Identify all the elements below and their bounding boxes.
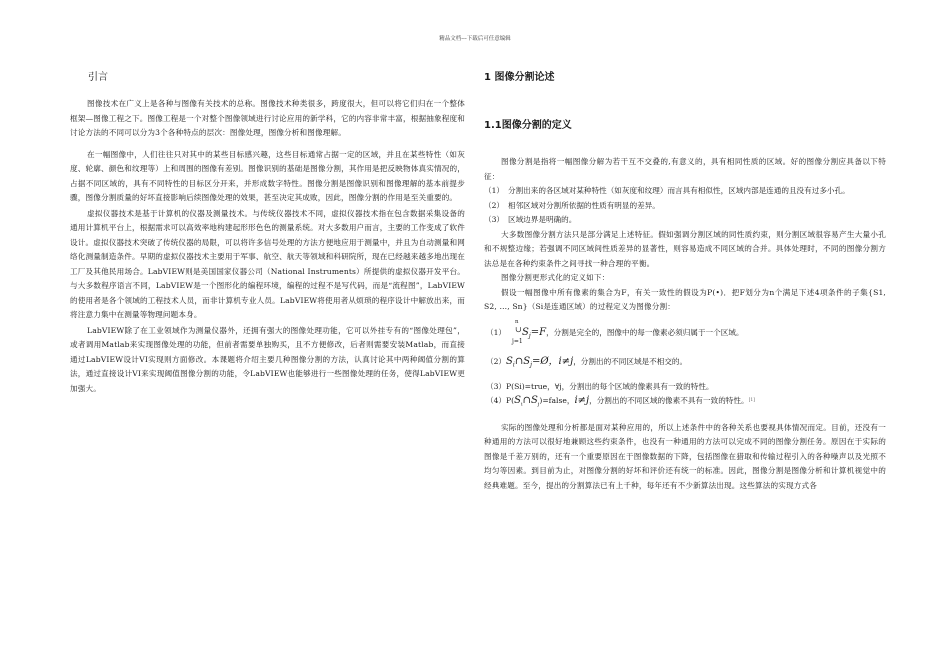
section-heading: 1 图像分割论述: [484, 72, 555, 83]
intro-paragraph-4: LabVIEW除了在工业领域作为测量仪器外，还拥有强大的图像处理功能，它可以外挂专有的“图像处理包”，或者调用Matlab来实现图像处理的功能，但前者需要单独购买，且不方便修改，后者则需要安装Matlab，而直接通过LabVIEW设计VI实现则方面修改。本课题将介绍主要几种图像分割的方法，认真讨论其中两种阈值分割的算法，通过直接设计VI来实现阈值图像分割的功能，令LabVIEW也能够进行一些图像处理的任务，使得LabVIEW更加强大。: [70, 325, 465, 393]
left-column: [70, 62, 465, 397]
formal-definition-lead: 图像分割更形式化的定义如下：: [501, 273, 610, 282]
feature-list: [484, 184, 886, 228]
balance-paragraph: 大多数图像分割方法只是部分满足上述特征。假如强调分割区域的同性质约束，则分割区域很容易产生大量小孔和不规整边缘；若强调不同区域间性质差异的显著性，则容易造成不同区域的合并。具体处理时，不同的图像分割方法总是在各种约束条件之间寻找一种合理的平衡。: [484, 229, 886, 268]
condition-1: （1） n ∪ j=1 $S_j=F$，分割是完全的，图像中的每一像素必须归属于一个区域。: [484, 315, 886, 351]
condition-2: $(2)S_i\cap S_j=Ø$，i≠j，分割出的不同区域是不相交的。: [486, 355, 688, 369]
union-operator: n ∪ j=1: [512, 318, 523, 345]
condition-4: $(4)P(S_i\cap S_j)=false$，i≠j，分割出的不同区域的像素不具有一致的特性。[1]: [486, 395, 755, 408]
page-header: 精品文档---下载后可任意编辑: [439, 36, 511, 42]
set-assumption-paragraph: 假设一幅图像中所有像素的集合为F，有关一致性的假设为P(•)．把F划分为n个满足下述4项条件的子集{S1, S2, …, Sn}（Si是连通区域）的过程定义为图像分割：: [484, 287, 886, 311]
list-item: （2） 相邻区域对分割所依据的性质有明显的差异。: [484, 200, 660, 210]
right-column: [484, 62, 886, 493]
subsection-heading: 1.1图像分割的定义: [484, 120, 572, 131]
intro-paragraph-1: 图像技术在广义上是各种与图像有关技术的总称。图像技术种类很多，跨度很大，但可以将它们归在一个整体框架—图像工程之下。图像工程是一个对整个图像领域进行讨论应用的新学科，它的内容非常丰富，根据抽象程度和讨论方法的不同可以分为3个各种特点的层次：图像处理，图像分析和图像理解。: [70, 99, 465, 137]
intro-paragraph-2: 在一幅图像中，人们往往只对其中的某些目标感兴趣，这些目标通常占据一定的区域，并且在某些特性（如灰度、轮廓、颜色和纹理等）上和周围的图像有差别。图像识别的基础是图像分割，其作用是把反映物体真实情况的，占据不同区域的，具有不同特性的目标区分开来，并形成数字特性。图像分割是图像识别和图像理解的基本前提步骤，图像分割质量的好坏直接影响后续图像处理的效果，甚至决定其成败，因此，图像分割的作用是至关重要的。: [70, 149, 465, 202]
citation-ref: [1]: [748, 398, 755, 404]
intro-paragraph-3: 虚拟仪器技术是基于计算机的仪器及测量技术。与传统仪器技术不同，虚拟仪器技术指在包含数据采集设备的通用计算机平台上，根据需求可以高效率地构建起形形色色的测量系统。对大多数用户而言，主要的工作变成了软件设计。虚拟仪器技术突破了传统仪器的局限，可以将许多信号处理的方法方便地应用于测量中，并且为自动测量和网络化测量制造条件。早期的虚拟仪器技术主要用于军事、航空、航天等领域和科研院所，现在已经越来越多地出现在工厂及其他民用场合。LabVIEW则是美国国家仪器公司（National Instruments）所提供的虚拟仪器开发平台。与大多数程序语言不同，LabVIEW是一个图形化的编程环境，编程的过程不是写代码，而是“流程图”，LabVIEW的使用者是各个领域的工程技术人员，而非计算机专业人员。LabVIEW将使用者从烦琐的程序设计中解放出来，而将注意力集中在测量等物理问题本身。: [70, 208, 465, 319]
list-item: （3） 区域边界是明确的。: [484, 215, 577, 224]
intro-heading: 引言: [88, 72, 108, 83]
practical-paragraph: 实际的图像处理和分析都是面对某种应用的，所以上述条件中的各种关系也要视具体情况而定。目前，还没有一种通用的方法可以很好地兼顾这些约束条件，也没有一种通用的方法可以完成不同的图像分割任务。原因在于实际的图像是千差万别的，还有一个重要原因在于图像数据的下降，包括图像在猎取和传输过程引入的各种噪声以及光照不均匀等因素。到目前为止，对图像分割的好坏和评价还有统一的标准。因此，图像分割是图像分析和计算机视觉中的经典难题。至今，提出的分割算法已有上千种，每年还有不少新算法出现。这些算法的实现方式各: [484, 422, 886, 490]
list-item: （1） 分割出来的各区域对某种特性（如灰度和纹理）而言具有相似性，区域内部是连通的且没有过多小孔。: [484, 186, 850, 195]
condition-3: （3）P(Si)=true，∀j，分割出的每个区域的像素具有一致的特性。: [486, 382, 714, 392]
definition-intro: 图像分割是指将一幅图像分解为若干互不交叠的,有意义的，具有相同性质的区域。好的图像分割应具备以下特征：: [484, 157, 886, 181]
